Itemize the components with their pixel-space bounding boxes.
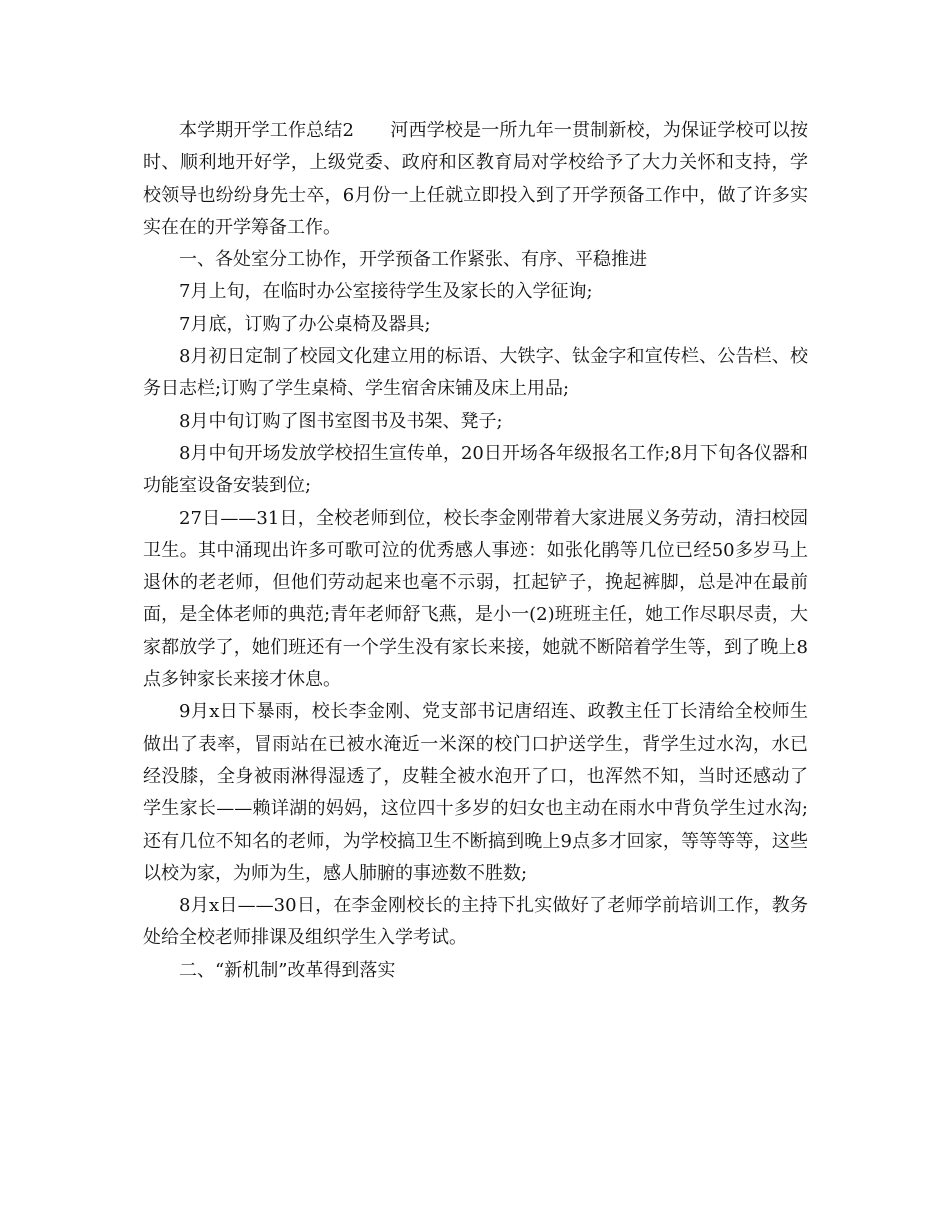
section-heading-1: 一、各处室分工协作，开学预备工作紧张、有序、平稳推进 — [179, 249, 647, 271]
paragraph-rainstorm: 9月x日下暴雨，校长李金刚、党支部书记唐绍连、政教主任丁长清给全校师生做出了表率，冒雨站在已被水淹近一米深的校门口护送学生，背学生过水沟，水已经没膝，全身被雨淋得湿透了，皮鞋全被水泡开了口，也浑然不知，当时还感动了学生家长——赖详湖的妈妈，这位四十多岁的妇女也主动在雨水中背负学生过水沟;还有几位不知名的老师，为学校搞卫生不断搞到晚上9点多才回家，等等等等，这些以校为家，为师为生，感人肺腑的事迹数不胜数; — [143, 701, 808, 884]
document-body — [143, 115, 808, 987]
paragraph-august-early: 8月初日定制了校园文化建立用的标语、大铁字、钛金字和宣传栏、公告栏、校务日志栏;订购了学生桌椅、学生宿舍床铺及床上用品; — [143, 346, 808, 400]
paragraph-august-mid-enrollment: 8月中旬开场发放学校招生宣传单，20日开场各年级报名工作;8月下旬各仪器和功能室设备安装到位; — [143, 442, 808, 497]
paragraph-training: 8月x日——30日，在李金刚校长的主持下扎实做好了老师学前培训工作，教务处给全校老师排课及组织学生入学考试。 — [143, 895, 808, 949]
paragraph-intro: 本学期开学工作总结2 河西学校是一所九年一贯制新校，为保证学校可以按时、顺利地开好学，上级党委、政府和区教育局对学校给予了大力关怀和支持，学校领导也纷纷身先士卒，6月份一上任就立即投入到了开学预备工作中，做了许多实实在在的开学筹备工作。 — [143, 120, 808, 238]
section-heading-2: 二、“新机制”改革得到落实 — [179, 959, 396, 981]
paragraph-july-early: 7月上旬，在临时办公室接待学生及家长的入学征询; — [179, 281, 593, 303]
paragraph-teachers-labor: 27日——31日，全校老师到位，校长李金刚带着大家进展义务劳动，清扫校园卫生。其中涌现出许多可歌可泣的优秀感人事迹：如张化鹃等几位已经50多岁马上退休的老老师，但他们劳动起来也毫不示弱，扛起铲子，挽起裤脚，总是冲在最前面，是全体老师的典范;青年老师舒飞燕，是小一(2)班班主任，她工作尽职尽责，大家都放学了，她们班还有一个学生没有家长来接，她就不断陪着学生等，到了晚上8点多钟家长来接才休息。 — [143, 507, 808, 691]
paragraph-july-end: 7月底，订购了办公桌椅及器具; — [179, 313, 431, 335]
paragraph-august-mid-library: 8月中旬订购了图书室图书及书架、凳子; — [179, 410, 503, 432]
